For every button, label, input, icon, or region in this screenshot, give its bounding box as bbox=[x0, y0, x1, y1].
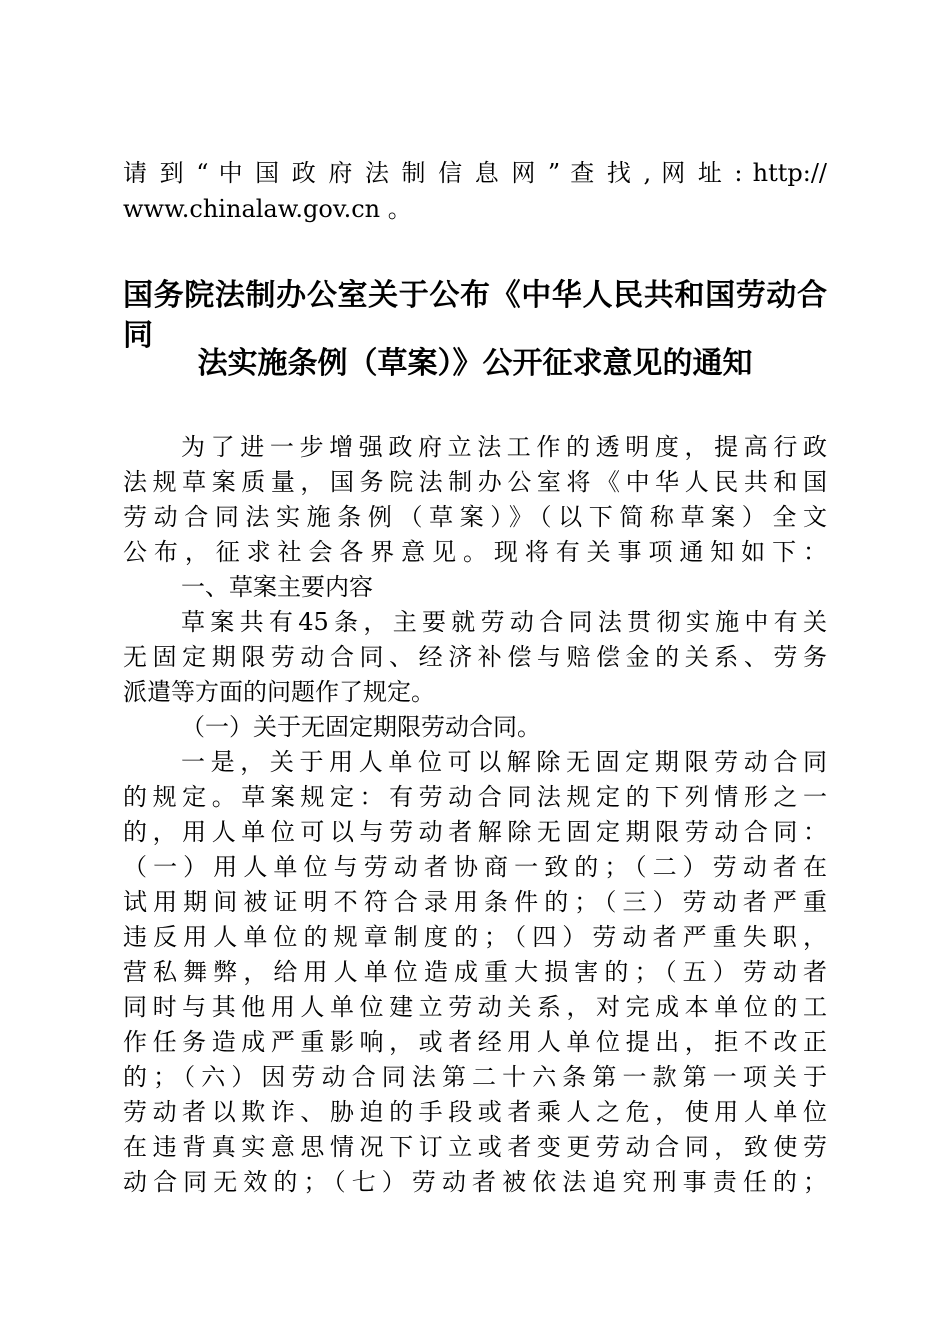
paragraph-line: （一）用人单位与劳动者协商一致的；（二）劳动者在 bbox=[123, 853, 827, 881]
paragraph-line: 同时与其他用人单位建立劳动关系，对完成本单位的工 bbox=[123, 993, 827, 1021]
notice-title-line-1: 国务院法制办公室关于公布《中华人民共和国劳动合同 bbox=[123, 278, 827, 353]
paragraph-line: 公布，征求社会各界意见。现将有关事项通知如下： bbox=[123, 538, 827, 566]
paragraph-line: 派遣等方面的问题作了规定。 bbox=[123, 678, 435, 706]
paragraph-line: 劳动合同法实施条例（草案）》（以下简称草案）全文 bbox=[123, 503, 827, 531]
paragraph-line: 违反用人单位的规章制度的；（四）劳动者严重失职， bbox=[123, 923, 827, 951]
subsection-heading: （一）关于无固定期限劳动合同。 bbox=[181, 713, 541, 741]
paragraph-line: 法规草案质量，国务院法制办公室将《中华人民共和国 bbox=[123, 468, 827, 496]
paragraph-line: 一是，关于用人单位可以解除无固定期限劳动合同 bbox=[181, 748, 827, 776]
paragraph-line: 动合同无效的；（七）劳动者被依法追究刑事责任的； bbox=[123, 1168, 827, 1196]
paragraph-line: 为了进一步增强政府立法工作的透明度，提高行政 bbox=[181, 433, 827, 461]
paragraph-line: 营私舞弊，给用人单位造成重大损害的；（五）劳动者 bbox=[123, 958, 827, 986]
notice-title-line-2: 法实施条例（草案）》公开征求意见的通知 bbox=[197, 346, 753, 381]
intro-line-1: 请 到 “ 中 国 政 府 法 制 信 息 网 ” 查 找 , 网 址 : http:// bbox=[123, 159, 827, 187]
paragraph-line: 作任务造成严重影响，或者经用人单位提出，拒不改正 bbox=[123, 1028, 827, 1056]
paragraph-line: 在违背真实意思情况下订立或者变更劳动合同，致使劳 bbox=[123, 1133, 827, 1161]
intro-line-2: www.chinalaw.gov.cn 。 bbox=[123, 195, 412, 223]
section-heading: 一、草案主要内容 bbox=[181, 573, 373, 601]
paragraph-line: 草案共有45条，主要就劳动合同法贯彻实施中有关 bbox=[181, 608, 827, 636]
paragraph-line: 无固定期限劳动合同、经济补偿与赔偿金的关系、劳务 bbox=[123, 643, 827, 671]
paragraph-line: 的；（六）因劳动合同法第二十六条第一款第一项关于 bbox=[123, 1063, 827, 1091]
paragraph-line: 的，用人单位可以与劳动者解除无固定期限劳动合同： bbox=[123, 818, 827, 846]
paragraph-line: 试用期间被证明不符合录用条件的；（三）劳动者严重 bbox=[123, 888, 827, 916]
paragraph-line: 劳动者以欺诈、胁迫的手段或者乘人之危，使用人单位 bbox=[123, 1098, 827, 1126]
paragraph-line: 的规定。草案规定：有劳动合同法规定的下列情形之一 bbox=[123, 783, 827, 811]
